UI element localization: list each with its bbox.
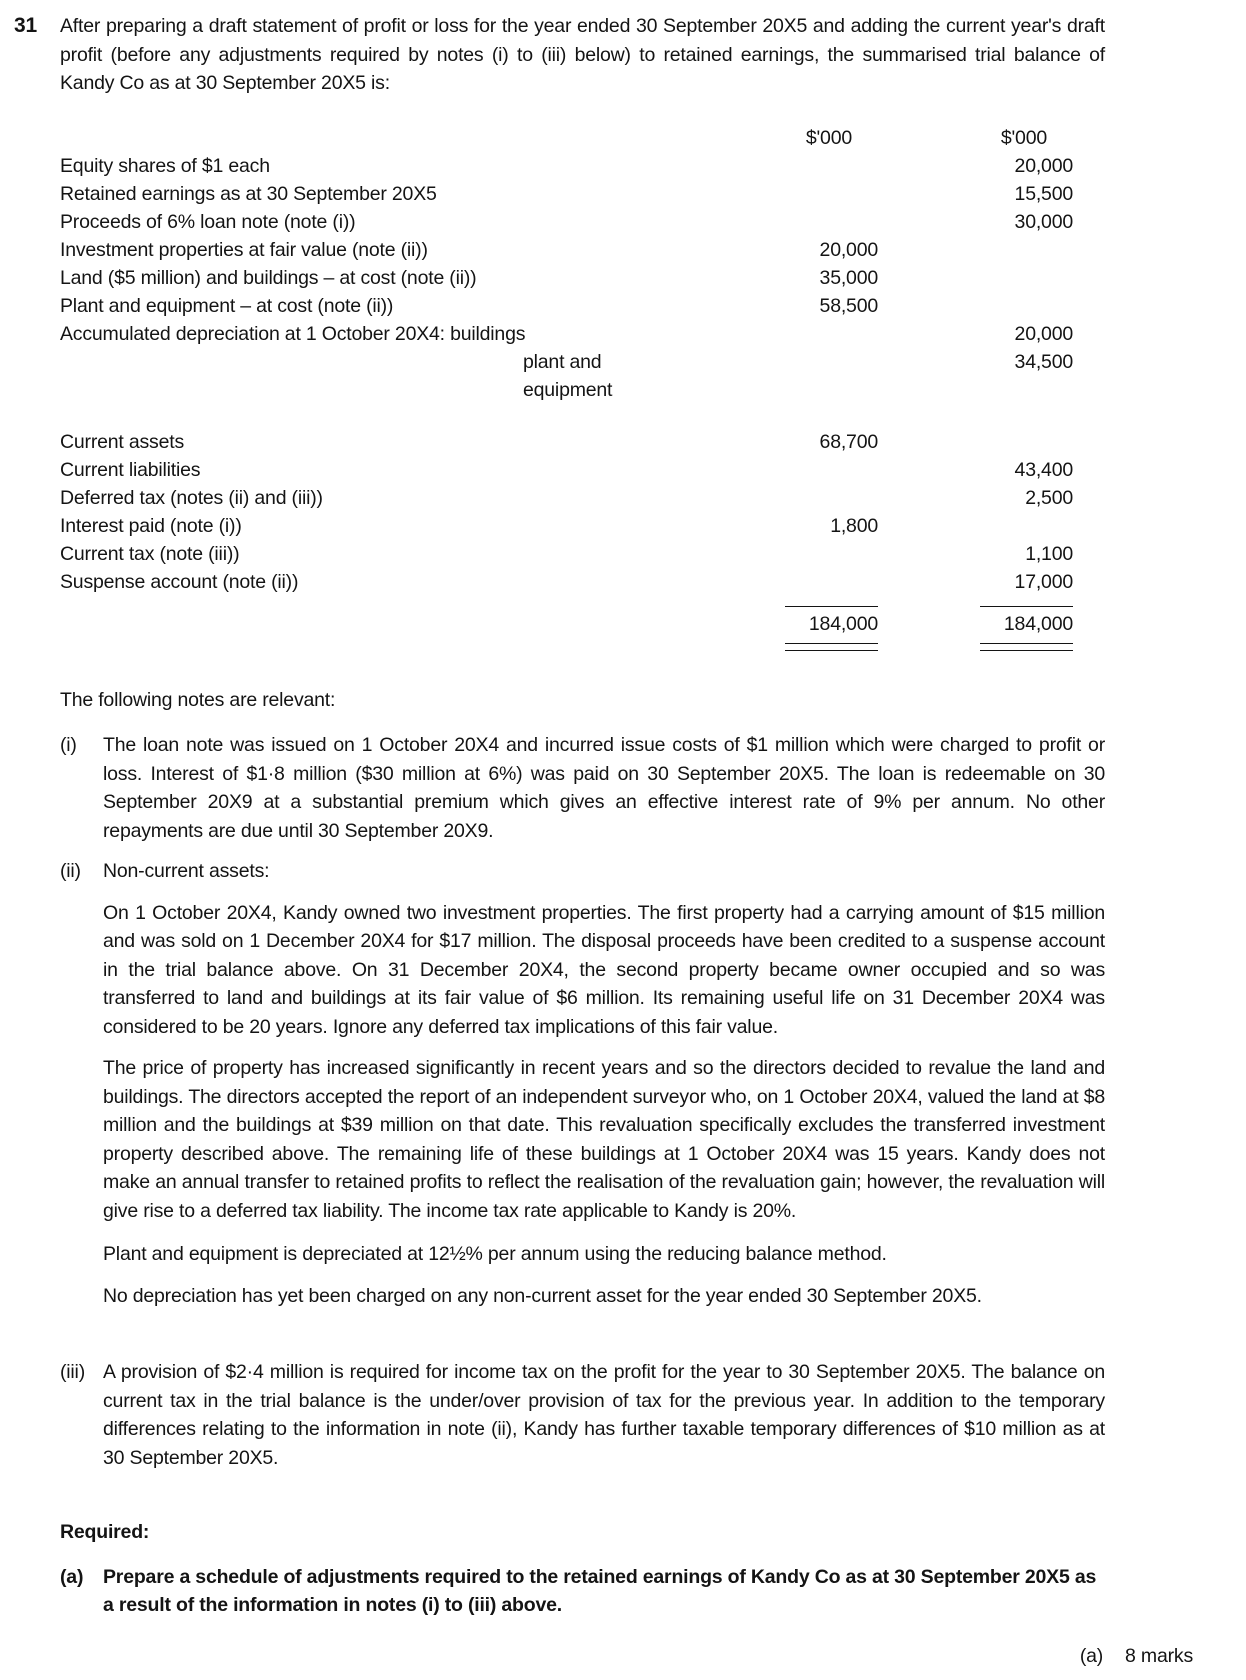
row-label: Investment properties at fair value (note (ii))	[60, 238, 428, 261]
debit-cell	[683, 180, 878, 208]
table-header-row	[60, 124, 1073, 152]
requirement-marker: (a)	[60, 1565, 84, 1588]
row-label: Interest paid (note (i))	[60, 514, 242, 537]
question-intro: After preparing a draft statement of profit or loss for the year ended 30 September 20X5 and adding the current year's draft profit (before any adjustments required by notes (i) to (iii) below) to retained earnings, the summarised trial balance of Kandy Co as at 30 September 20X5 is:	[60, 15, 1105, 94]
totals-label-spacer	[60, 610, 683, 638]
debit-cell	[683, 320, 878, 348]
table-row	[60, 320, 1073, 348]
row-label: Suspense account (note (ii))	[60, 570, 299, 593]
note-paragraph: A provision of $2·4 million is required for income tax on the profit for the year to 30 September 20X5. The balance on current tax in the trial balance is the under/over provision of tax for the previous year. In addition to the temporary differences relating to the information in note (ii), Kandy has further taxable temporary differences of $10 million as at 30 September 20X5.	[103, 1361, 1105, 1469]
debit-cell	[683, 484, 878, 512]
row-label: Current tax (note (iii))	[60, 542, 240, 565]
totals-bottom-rule-row	[60, 643, 1073, 653]
note-marker: (ii)	[60, 860, 81, 882]
row-label: plant and equipment	[523, 350, 613, 401]
debit-column-header: $'000	[805, 126, 852, 149]
credit-column-header: $'000	[1000, 126, 1047, 149]
debit-cell: 20,000	[819, 238, 878, 261]
note-marker: (i)	[60, 734, 77, 756]
credit-cell	[878, 264, 1073, 292]
note-paragraph: The loan note was issued on 1 October 20X4 and incurred issue costs of $1 million which were charged to profit or loss. Interest of $1·8 million ($30 million at 6%) was paid on 30 September 20X5. The loan is redeemable on 30 September 20X9 at a substantial premium which gives an effective interest rate of 9% per annum. No other repayments are due until 30 September 20X9.	[103, 734, 1105, 842]
debit-cell: 35,000	[819, 266, 878, 289]
row-label: Land ($5 million) and buildings – at cost (note (ii))	[60, 266, 477, 289]
note-item-i	[60, 731, 1105, 845]
marks-line	[60, 1642, 1193, 1671]
note-body	[103, 1358, 1105, 1472]
credit-cell	[878, 428, 1073, 456]
row-label: Plant and equipment – at cost (note (ii))	[60, 294, 394, 317]
credit-cell: 43,400	[1014, 458, 1073, 481]
debit-cell	[683, 152, 878, 180]
note-heading: Non-current assets:	[103, 860, 270, 882]
debit-cell	[683, 540, 878, 568]
row-label: Current liabilities	[60, 458, 201, 481]
credit-cell: 20,000	[1014, 154, 1073, 177]
table-row	[60, 568, 1073, 596]
trial-balance-table	[60, 124, 1073, 653]
note-paragraph: On 1 October 20X4, Kandy owned two investment properties. The first property had a carrying amount of $15 million and was sold on 1 December 20X4 for $17 million. The disposal proceeds have been credited to a suspense account in the trial balance above. On 31 December 20X4, the second property became owner occupied and so was transferred to land and buildings at its fair value of $6 million. Its remaining useful life on 31 December 20X4 was considered to be 20 years. Ignore any deferred tax implications of this fair value.	[103, 901, 1105, 1038]
note-item-iii	[60, 1358, 1105, 1472]
requirement-item-a	[60, 1563, 1105, 1620]
credit-cell	[878, 512, 1073, 540]
credit-double-rule	[878, 643, 1073, 653]
credit-cell	[878, 236, 1073, 264]
table-row	[60, 348, 1073, 404]
note-marker: (iii)	[60, 1361, 85, 1383]
header-label-spacer	[60, 124, 683, 152]
rule-spacer	[60, 643, 683, 653]
row-label: Retained earnings as at 30 September 20X5	[60, 182, 437, 205]
note-paragraph: The price of property has increased significantly in recent years and so the directors decided to revalue the land and buildings. The directors accepted the report of an independent surveyor who, on 1 October 20X4, valued the land at $8 million and the buildings at $39 million on that date. This revaluation specifically excludes the transferred investment property described above. The remaining life of these buildings at 1 October 20X4 was 15 years. Kandy does not make an annual transfer to retained profits to reflect the realisation of the revaluation gain; however, the revaluation will give rise to a deferred tax liability. The income tax rate applicable to Kandy is 20%.	[103, 1057, 1105, 1222]
marks-marker: (a)	[1079, 1644, 1104, 1667]
question-number: 31	[14, 14, 37, 37]
credit-cell: 17,000	[1014, 570, 1073, 593]
row-label: Proceeds of 6% loan note (note (i))	[60, 210, 356, 233]
debit-cell: 68,700	[819, 430, 878, 453]
note-paragraph: Plant and equipment is depreciated at 12½% per annum using the reducing balance method.	[103, 1243, 887, 1265]
table-row	[60, 512, 1073, 540]
marks-value: 8 marks	[1125, 1644, 1193, 1667]
debit-double-rule	[683, 643, 878, 653]
table-row	[60, 428, 1073, 456]
question-content	[60, 12, 1105, 1620]
credit-cell	[878, 292, 1073, 320]
debit-total: 184,000	[808, 612, 878, 635]
credit-cell: 20,000	[1014, 322, 1073, 345]
table-row	[60, 180, 1073, 208]
row-label: Current assets	[60, 430, 184, 453]
notes-intro: The following notes are relevant:	[60, 688, 336, 711]
required-heading: Required:	[60, 1521, 150, 1543]
table-row	[60, 208, 1073, 236]
debit-cell: 58,500	[819, 294, 878, 317]
row-label: Equity shares of $1 each	[60, 154, 270, 177]
credit-cell: 30,000	[1014, 210, 1073, 233]
credit-cell: 1,100	[1025, 542, 1073, 565]
note-paragraph: No depreciation has yet been charged on any non-current asset for the year ended 30 September 20X5.	[103, 1284, 982, 1307]
note-body	[103, 857, 1105, 1310]
table-row	[60, 236, 1073, 264]
table-row	[60, 152, 1073, 180]
debit-cell	[683, 456, 878, 484]
debit-cell	[683, 208, 878, 236]
row-label: Deferred tax (notes (ii) and (iii))	[60, 486, 323, 509]
credit-total: 184,000	[1003, 612, 1073, 635]
note-item-ii	[60, 857, 1105, 1310]
credit-cell: 2,500	[1025, 486, 1073, 509]
debit-cell: 1,800	[830, 514, 878, 537]
row-label: Accumulated depreciation at 1 October 20X4: buildings	[60, 322, 526, 345]
debit-cell	[683, 568, 878, 596]
table-row	[60, 264, 1073, 292]
table-row	[60, 540, 1073, 568]
note-body	[103, 731, 1105, 845]
table-row	[60, 484, 1073, 512]
marks-inner	[1080, 1642, 1193, 1671]
credit-cell: 34,500	[1014, 350, 1073, 373]
table-row	[60, 292, 1073, 320]
table-row	[60, 456, 1073, 484]
credit-cell: 15,500	[1014, 182, 1073, 205]
requirement-text: Prepare a schedule of adjustments required to the retained earnings of Kandy Co as at 30 September 20X5 as a result of the information in notes (i) to (iii) above.	[103, 1565, 1097, 1616]
totals-row	[60, 610, 1073, 638]
debit-cell	[683, 348, 878, 404]
